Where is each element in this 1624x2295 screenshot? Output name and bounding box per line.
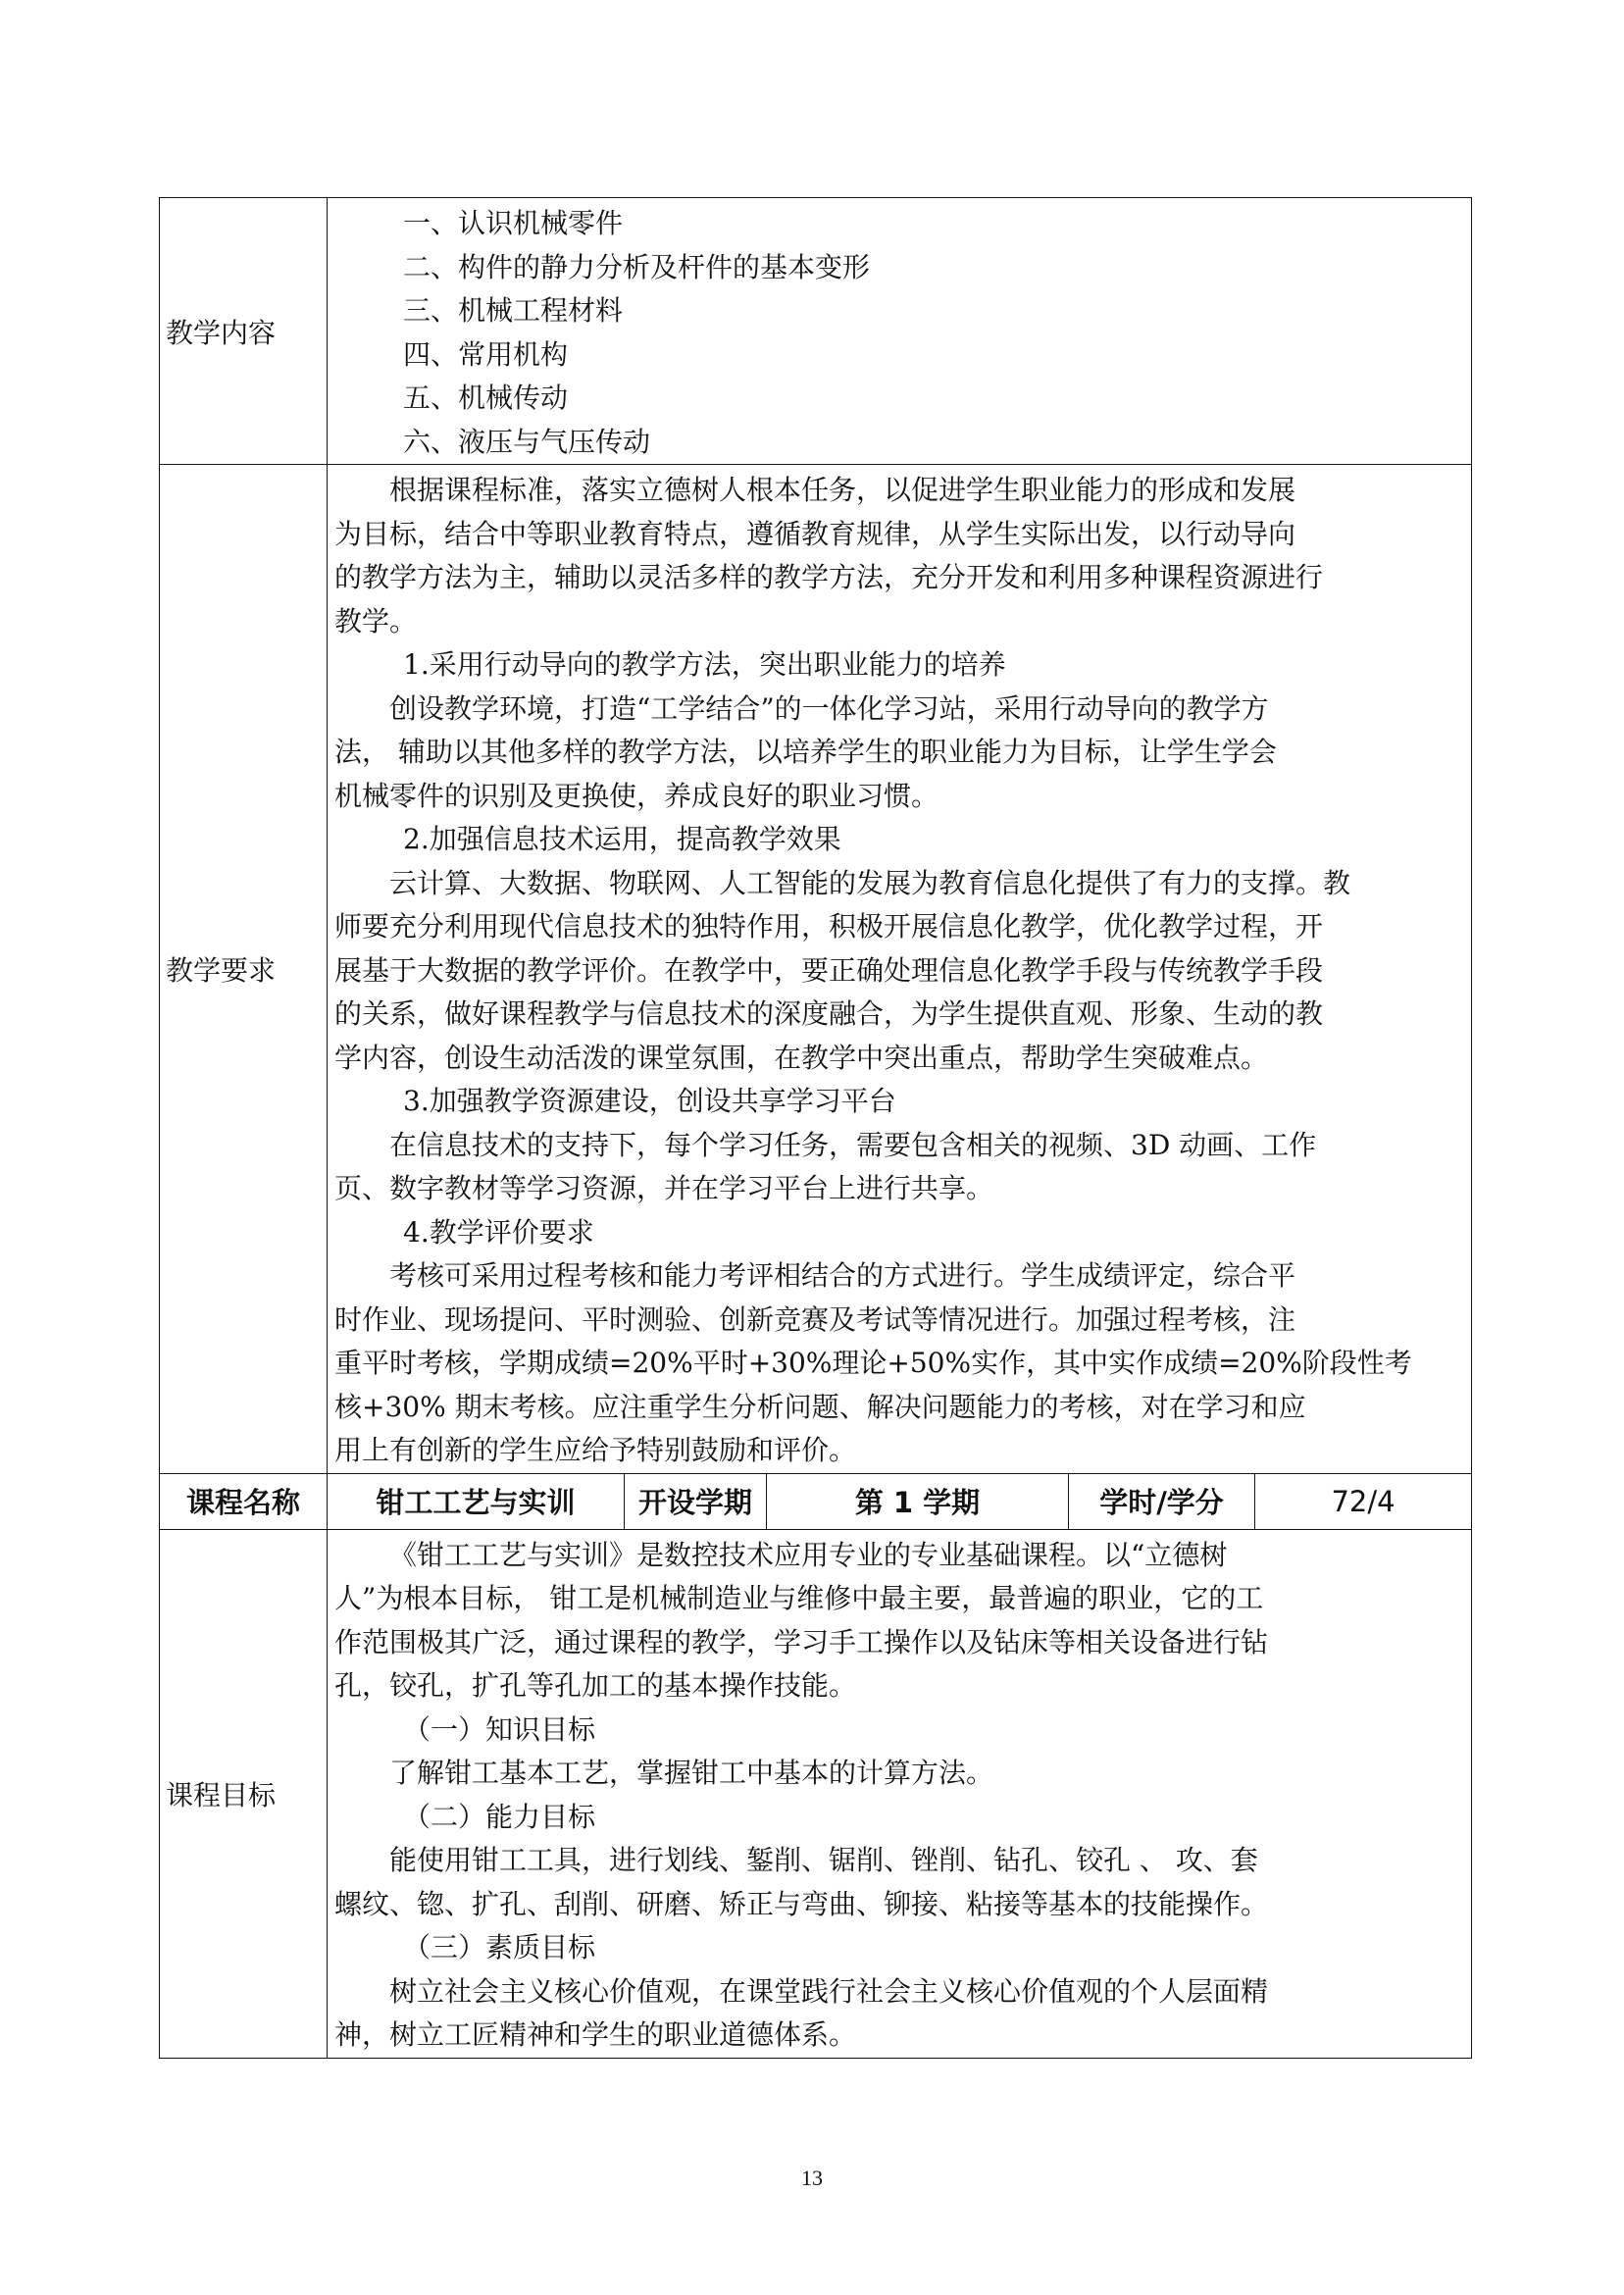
paragraph-line: 页、数字教材等学习资源，并在学习平台上进行共享。 [334, 1172, 994, 1204]
paragraph-line: 《钳工工艺与实训》是数控技术应用专业的专业基础课程。以“立德树 [389, 1538, 1228, 1571]
paragraph-line: 神，树立工匠精神和学生的职业道德体系。 [334, 2018, 857, 2051]
content-line: 六、液压与气压传动 [403, 425, 651, 458]
teaching-requirements-row [160, 465, 1472, 1474]
paragraph-line: 师要充分利用现代信息技术的独特作用，积极开展信息化教学，优化教学过程，开 [334, 910, 1324, 943]
section-heading: 1.采用行动导向的教学方法，突出职业能力的培养 [403, 648, 1006, 681]
course-name-value: 钳工工艺与实训 [328, 1473, 625, 1529]
section-heading: 2.加强信息技术运用，提高教学效果 [403, 823, 841, 855]
paragraph-line: 云计算、大数据、物联网、人工智能的发展为教育信息化提供了有力的支撑。教 [389, 866, 1351, 899]
teaching-requirements-cell [328, 465, 1472, 1474]
paragraph-line: 螺纹、锪、扩孔、刮削、研磨、矫正与弯曲、铆接、粘接等基本的技能操作。 [334, 1887, 1269, 1920]
course-info-table [159, 197, 1472, 2059]
paragraph-line: 展基于大数据的教学评价。在教学中，要正确处理信息化教学手段与传统教学手段 [334, 953, 1324, 987]
paragraph-line: 用上有创新的学生应给予特别鼓励和评价。 [334, 1434, 857, 1466]
paragraph-line: 的教学方法为主，辅助以灵活多样的教学方法，充分开发和利用多种课程资源进行 [334, 561, 1324, 593]
content-line: 五、机械传动 [403, 382, 569, 414]
section-heading: 3.加强教学资源建设，创设共享学习平台 [403, 1085, 896, 1117]
teaching-requirements-label: 教学要求 [160, 465, 328, 1474]
section-heading: 4.教学评价要求 [403, 1215, 594, 1249]
section-heading: （一）知识目标 [403, 1712, 596, 1746]
term-label: 开设学期 [625, 1473, 767, 1529]
paragraph-line: 法， 辅助以其他多样的教学方法，以培养学生的职业能力为目标，让学生学会 [334, 736, 1277, 768]
paragraph-line: 在信息技术的支持下，每个学习任务，需要包含相关的视频、3D 动画、工作 [389, 1128, 1317, 1161]
paragraph-line: 考核可采用过程考核和能力考评相结合的方式进行。学生成绩评定，综合平 [389, 1259, 1296, 1292]
course-objectives-label: 课程目标 [160, 1529, 328, 2058]
section-heading: （二）能力目标 [403, 1800, 596, 1833]
course-header-row [160, 1473, 1472, 1529]
section-heading: （三）素质目标 [403, 1931, 596, 1964]
hours-credits-value: 72/4 [1255, 1473, 1472, 1529]
paragraph-line: 学内容，创设生动活泼的课堂氛围，在教学中突出重点，帮助学生突破难点。 [334, 1041, 1269, 1074]
paragraph-line: 核+30% 期末考核。应注重学生分析问题、解决问题能力的考核，对在学习和应 [334, 1390, 1306, 1423]
paragraph-line: 机械零件的识别及更换使，养成良好的职业习惯。 [334, 779, 939, 812]
paragraph-line: 的关系，做好课程教学与信息技术的深度融合，为学生提供直观、形象、生动的教 [334, 997, 1324, 1030]
paragraph-line: 了解钳工基本工艺，掌握钳工中基本的计算方法。 [389, 1757, 994, 1789]
paragraph-line: 树立社会主义核心价值观，在课堂践行社会主义核心价值观的个人层面精 [389, 1974, 1269, 2008]
teaching-content-label: 教学内容 [160, 198, 328, 465]
page-number: 13 [801, 2166, 823, 2190]
course-objectives-cell [328, 1529, 1472, 2058]
paragraph-line: 根据课程标准，落实立德树人根本任务，以促进学生职业能力的形成和发展 [389, 474, 1296, 506]
paragraph-line: 教学。 [334, 604, 418, 638]
paragraph-line: 创设教学环境，打造“工学结合”的一体化学习站，采用行动导向的教学方 [389, 691, 1269, 725]
paragraph-line: 人”为根本目标， 钳工是机械制造业与维修中最主要，最普遍的职业，它的工 [334, 1582, 1264, 1614]
content-line: 二、构件的静力分析及杆件的基本变形 [403, 250, 871, 283]
content-line: 四、常用机构 [403, 337, 569, 371]
term-value: 第 1 学期 [767, 1473, 1069, 1529]
paragraph-line: 孔，铰孔，扩孔等孔加工的基本操作技能。 [334, 1669, 857, 1702]
content-line: 三、机械工程材料 [403, 294, 624, 327]
paragraph-line: 为目标，结合中等职业教育特点，遵循教育规律，从学生实际出发，以行动导向 [334, 517, 1296, 550]
paragraph-line: 作范围极其广泛，通过课程的教学，学习手工操作以及钻床等相关设备进行钻 [334, 1625, 1269, 1658]
course-name-label: 课程名称 [160, 1473, 328, 1529]
course-objectives-row [160, 1529, 1472, 2058]
paragraph-line: 重平时考核，学期成绩=20%平时+30%理论+50%实作，其中实作成绩=20%阶段性考 [334, 1347, 1412, 1379]
hours-credits-label: 学时/学分 [1069, 1473, 1255, 1529]
content-line: 一、认识机械零件 [403, 207, 624, 239]
paragraph-line: 时作业、现场提问、平时测验、创新竞赛及考试等情况进行。加强过程考核，注 [334, 1302, 1296, 1336]
paragraph-line: 能使用钳工工具，进行划线、錾削、锯削、锉削、钻孔、铰孔 、 攻、套 [389, 1844, 1258, 1876]
teaching-content-cell [328, 198, 1472, 465]
teaching-content-row [160, 198, 1472, 465]
